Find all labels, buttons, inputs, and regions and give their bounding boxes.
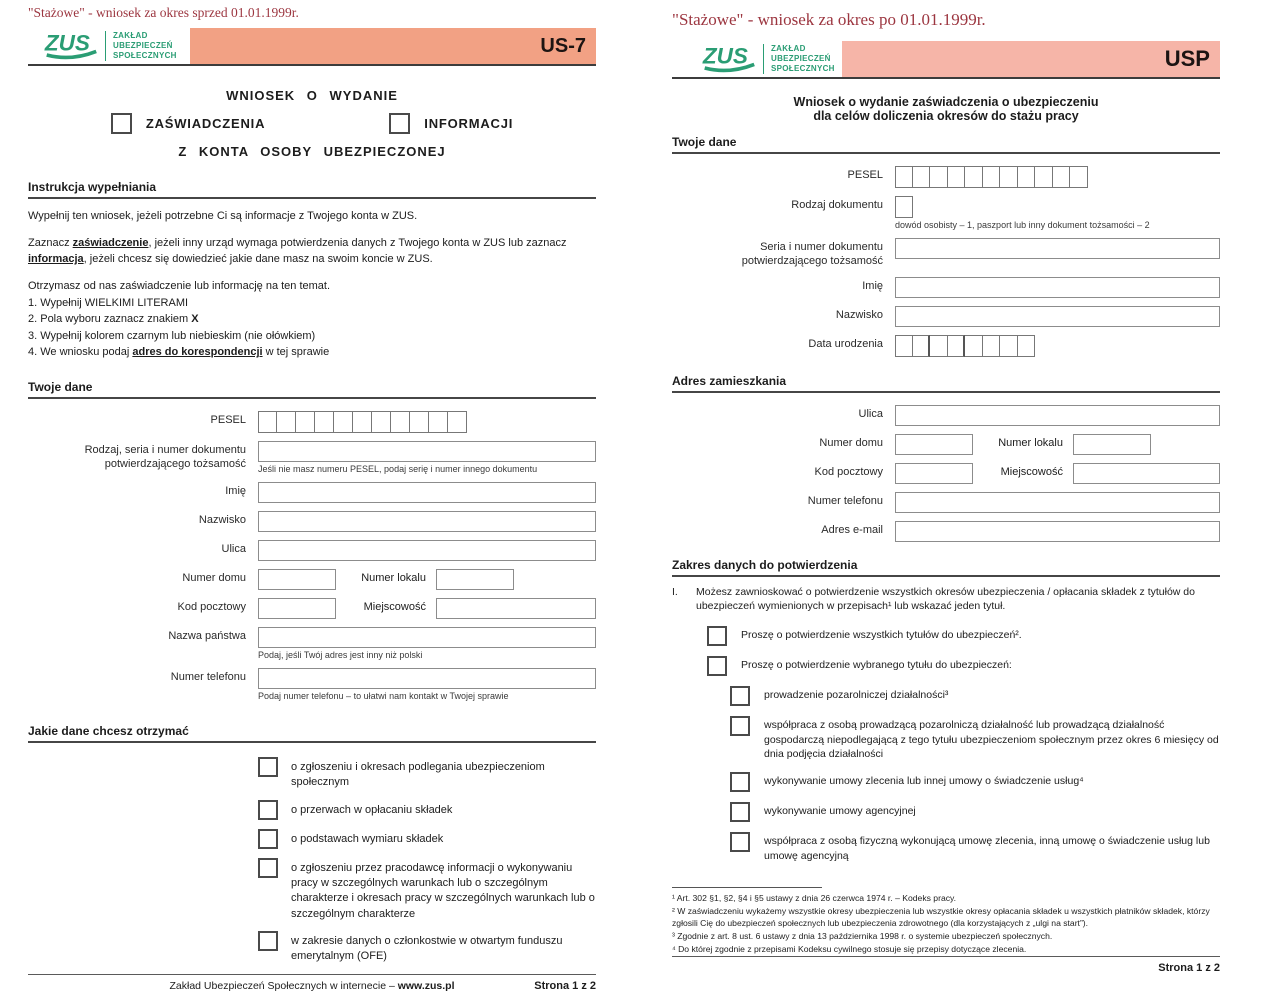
- p2-part: Zaznacz: [28, 236, 73, 249]
- us7-form-page: [28, 0, 596, 992]
- apt-label: Numer lokalu: [998, 436, 1063, 449]
- instructions-list: [28, 295, 596, 361]
- birth-date-row: [672, 335, 1220, 357]
- house-apt-row: [28, 569, 596, 590]
- street-row: [672, 405, 1220, 426]
- sub-option-row: [730, 686, 1220, 706]
- country-hint: Podaj, jeśli Twój adres jest inny niż polski: [258, 649, 423, 660]
- footnote-3: ³ Zgodnie z art. 8 ust. 6 ustawy z dnia 13 października 1998 r. o systemie ubezpieczeń społecznych.: [672, 931, 1053, 942]
- address-rows: [672, 405, 1220, 550]
- pesel-cell[interactable]: [1000, 166, 1018, 188]
- confirmation-options: [672, 626, 1220, 873]
- scope-option-row: [258, 757, 596, 791]
- house-number-input[interactable]: [895, 434, 973, 455]
- usp-code-bar: [842, 41, 1220, 77]
- sub-option-label: współpraca z osobą fizyczną wykonującą umowę zlecenia, inną umowę o świadczenie usług lub umowę agencyjną: [764, 834, 1210, 862]
- pesel-cell[interactable]: [1070, 166, 1088, 188]
- footnote-4: ⁴ Do której zgodnie z przepisami Kodeksu cywilnego stosuje się przepisy dotyczące zlecenia.: [672, 944, 1027, 955]
- footer-text: Zakład Ubezpieczeń Społecznych w internecie –: [169, 979, 398, 992]
- usp-title-line2: dla celów doliczenia okresów do stażu pracy: [813, 109, 1079, 123]
- logo-org-name: [113, 31, 177, 61]
- scope-option-checkbox[interactable]: [258, 800, 278, 820]
- document-label: [672, 238, 895, 269]
- left-annotation: "Stażowe" - wniosek za okres sprzed 01.01.1999r.: [28, 5, 299, 20]
- phone-input[interactable]: [895, 492, 1220, 513]
- your-data-rows: [28, 411, 596, 709]
- apt-number-input[interactable]: [1073, 434, 1151, 455]
- phone-row: [28, 668, 596, 701]
- pesel-cell[interactable]: [334, 411, 353, 433]
- postal-city-row: [672, 463, 1220, 484]
- last-name-label: Nazwisko: [835, 308, 883, 321]
- pesel-cell[interactable]: [448, 411, 467, 433]
- city-input[interactable]: [1073, 463, 1220, 484]
- logo-org-line: ZAKŁAD: [771, 44, 806, 53]
- doc-type-row: [672, 196, 1220, 230]
- logo-org-line: SPOŁECZNYCH: [771, 64, 835, 73]
- usp-title-line1: Wniosek o wydanie zaświadczenia o ubezpieczeniu: [793, 95, 1099, 109]
- first-name-label: Imię: [862, 279, 883, 292]
- city-label: Miejscowość: [363, 600, 426, 613]
- pesel-cell[interactable]: [258, 411, 277, 433]
- first-name-label: Imię: [225, 484, 246, 497]
- pesel-cell[interactable]: [410, 411, 429, 433]
- house-label: Numer domu: [182, 571, 246, 584]
- item2-x-mark: X: [191, 313, 199, 326]
- svg-text:ZUS: ZUS: [44, 30, 90, 56]
- scope-option-row: [258, 829, 596, 849]
- sub-option-checkbox[interactable]: [730, 832, 750, 852]
- your-data-rows: [672, 166, 1220, 365]
- item4-text: w tej sprawie: [262, 346, 330, 359]
- pesel-cell[interactable]: [1035, 166, 1053, 188]
- zus-logo-icon: [44, 28, 98, 64]
- pesel-cell[interactable]: [315, 411, 334, 433]
- postal-label: Kod pocztowy: [814, 465, 883, 478]
- pesel-cell[interactable]: [391, 411, 410, 433]
- confirm-selected-checkbox[interactable]: [707, 656, 727, 676]
- birth-date-cell[interactable]: [913, 335, 931, 357]
- item4-text: 4. We wniosku podaj: [28, 346, 133, 359]
- phone-label: Numer telefonu: [807, 494, 883, 507]
- birth-date-cell[interactable]: [1000, 335, 1018, 357]
- instructions-p1: Wypełnij ten wniosek, jeżeli potrzebne Ci są informacje z Twojego konta w ZUS.: [28, 210, 418, 222]
- birth-date-cell[interactable]: [895, 335, 913, 357]
- form-code-usp: USP: [1164, 46, 1210, 71]
- sub-option-label: współpraca z osobą prowadzącą pozarolniczą działalność lub prowadzącą działalność gospodarczą niepodlegającą z tego tytułu ubezpieczeniom społecznym przez okres 6 miesięcy od dnia podjęcia działalności: [764, 718, 1219, 761]
- city-input[interactable]: [436, 598, 596, 619]
- instructions-heading: Instrukcja wypełniania: [28, 180, 596, 199]
- logo-org-line: UBEZPIECZEŃ: [113, 41, 173, 50]
- logo-divider: [105, 31, 106, 61]
- scope-option-checkbox[interactable]: [258, 829, 278, 849]
- birth-date-cell[interactable]: [930, 335, 948, 357]
- birth-date-label: Data urodzenia: [808, 337, 883, 350]
- footnote-separator: [672, 887, 822, 888]
- apt-label: Numer lokalu: [361, 571, 426, 584]
- confirmation-scope-intro: [672, 585, 1220, 614]
- phone-input[interactable]: [258, 668, 596, 689]
- item4-address-emphasis: adres do korespondencji: [132, 346, 263, 359]
- svg-text:ZUS: ZUS: [702, 43, 748, 69]
- pesel-cell[interactable]: [277, 411, 296, 433]
- sub-option-label: wykonywanie umowy zlecenia lub innej umowy o świadczenie usług⁴: [764, 774, 1084, 787]
- p2-part: , jeżeli chcesz się dowiedzieć jakie dane masz na swoim koncie w ZUS.: [83, 252, 433, 265]
- us7-title-line1: WNIOSEK O WYDANIE: [226, 88, 398, 103]
- usp-footer: [672, 956, 1220, 975]
- sub-option-checkbox[interactable]: [730, 802, 750, 822]
- country-label: Nazwa państwa: [168, 629, 246, 642]
- confirm-all-checkbox[interactable]: [707, 626, 727, 646]
- logo-divider: [763, 44, 764, 74]
- pesel-cell[interactable]: [983, 166, 1001, 188]
- first-name-input[interactable]: [258, 482, 596, 503]
- informacja-checkbox[interactable]: [389, 113, 410, 134]
- postal-label: Kod pocztowy: [177, 600, 246, 613]
- right-annotation: "Stażowe" - wniosek za okres po 01.01.1999r.: [672, 10, 986, 29]
- sub-option-checkbox[interactable]: [730, 716, 750, 736]
- instruction-item-2: [28, 311, 596, 328]
- email-input[interactable]: [895, 521, 1220, 542]
- scope-option-checkbox[interactable]: [258, 858, 278, 878]
- street-row: [28, 540, 596, 561]
- document-hint: Jeśli nie masz numeru PESEL, podaj serię i numer innego dokumentu: [258, 463, 538, 474]
- postal-city-row: [28, 598, 596, 619]
- scope-option-label: o zgłoszeniu przez pracodawcę informacji o wykonywaniu pracy w szczególnych warunkach lub o szczególnym charakterze i okresach pracy w szczególnych warunkach lub o szczególnym charakterze: [291, 861, 595, 920]
- scope-option-checkbox[interactable]: [258, 757, 278, 777]
- your-data-heading: Twoje dane: [28, 380, 596, 399]
- house-apt-row: [672, 434, 1220, 455]
- pesel-label: PESEL: [847, 169, 883, 181]
- apt-number-input[interactable]: [436, 569, 514, 590]
- pesel-cell[interactable]: [895, 166, 913, 188]
- p2-zaswiadczenie-emphasis: zaświadczenie: [72, 236, 149, 249]
- email-row: [672, 521, 1220, 542]
- scope-option-checkbox[interactable]: [258, 931, 278, 951]
- data-scope-options: [28, 757, 596, 974]
- street-input[interactable]: [258, 540, 596, 561]
- document-input[interactable]: [895, 238, 1220, 259]
- house-number-input[interactable]: [258, 569, 336, 590]
- pesel-cell[interactable]: [913, 166, 931, 188]
- pesel-cell[interactable]: [429, 411, 448, 433]
- street-label: Ulica: [858, 407, 883, 420]
- pesel-label: PESEL: [210, 413, 246, 426]
- footer-zus-link-line: [28, 980, 596, 992]
- zus-logo: [672, 41, 842, 77]
- doc-type-cell[interactable]: [895, 196, 913, 218]
- birth-date-cell[interactable]: [948, 335, 966, 357]
- confirm-selected-label: Proszę o potwierdzenie wybranego tytułu do ubezpieczeń:: [741, 658, 1012, 671]
- first-name-row: [28, 482, 596, 503]
- scope-option-label: w zakresie danych o członkostwie w otwartym funduszu emerytalnym (OFE): [291, 935, 563, 963]
- pesel-cell[interactable]: [930, 166, 948, 188]
- phone-hint: Podaj numer telefonu – to ułatwi nam kontakt w Twojej sprawie: [258, 690, 509, 701]
- pesel-row: [28, 411, 596, 433]
- city-label: Miejscowość: [1000, 465, 1063, 478]
- pesel-boxes: [895, 166, 1220, 188]
- p2-part: , jeżeli inny urząd wymaga potwierdzenia danych z Twojego konta w ZUS lub zaznacz: [148, 236, 567, 249]
- phone-label: Numer telefonu: [170, 670, 246, 683]
- footnote-1: ¹ Art. 302 §1, §2, §4 i §5 ustawy z dnia 26 czerwca 1974 r. – Kodeks pracy.: [672, 893, 957, 904]
- confirm-all-row: [707, 626, 1220, 646]
- intro-text: Możesz zawnioskować o potwierdzenie wszystkich okresów ubezpieczenia / opłacania składek z tytułów do ubezpieczeń wymienionych w przepisach¹ lub wskazać jeden tytuł.: [696, 585, 1195, 613]
- pesel-cell[interactable]: [1018, 166, 1036, 188]
- document-label-line1: Rodzaj, seria i numer dokumentu: [84, 443, 246, 456]
- birth-date-cell[interactable]: [965, 335, 983, 357]
- street-label: Ulica: [221, 542, 246, 555]
- form-code-us7: US-7: [540, 34, 586, 57]
- country-row: [28, 627, 596, 660]
- last-name-input[interactable]: [895, 306, 1220, 327]
- page-number: Strona 1 z 2: [1158, 962, 1220, 975]
- instructions-p3: Otrzymasz od nas zaświadczenie lub informację na ten temat.: [28, 279, 331, 292]
- house-label: Numer domu: [819, 436, 883, 449]
- document-label: [28, 441, 258, 472]
- sub-option-label: wykonywanie umowy agencyjnej: [764, 804, 916, 817]
- sub-option-row: [730, 772, 1220, 792]
- p2-informacja-emphasis: informacja: [28, 252, 84, 265]
- zus-website-link[interactable]: www.zus.pl: [397, 979, 455, 992]
- scope-option-row: [258, 800, 596, 820]
- us7-title-line3: Z KONTA OSOBY UBEZPIECZONEJ: [178, 144, 446, 159]
- us7-form-header: [28, 28, 596, 66]
- pesel-cell[interactable]: [948, 166, 966, 188]
- usp-form-page: [672, 0, 1220, 975]
- street-input[interactable]: [895, 405, 1220, 426]
- sub-option-label: prowadzenie pozarolniczej działalności³: [764, 688, 949, 701]
- instruction-item-3: 3. Wypełnij kolorem czarnym lub niebieskim (nie ołówkiem): [28, 329, 316, 342]
- doc-type-hint: dowód osobisty – 1, paszport lub inny dokument tożsamości – 2: [895, 220, 1150, 230]
- pesel-cell[interactable]: [1053, 166, 1071, 188]
- item2-text: 2. Pola wyboru zaznacz znakiem: [28, 313, 192, 326]
- instruction-item-1: 1. Wypełnij WIELKIMI LITERAMI: [28, 296, 189, 309]
- last-name-label: Nazwisko: [198, 513, 246, 526]
- sub-option-row: [730, 832, 1220, 863]
- document-row: [28, 441, 596, 474]
- document-row: [672, 238, 1220, 269]
- document-label-line1: Seria i numer dokumentu: [760, 241, 883, 253]
- your-data-heading: Twoje dane: [672, 135, 1220, 154]
- footnotes: [672, 887, 1220, 956]
- document-input[interactable]: [258, 441, 596, 462]
- pesel-row: [672, 166, 1220, 188]
- scope-option-label: o zgłoszeniu i okresach podlegania ubezpieczeniom społecznym: [291, 760, 545, 789]
- data-scope-heading: Jakie dane chcesz otrzymać: [28, 724, 596, 743]
- document-label-line2: potwierdzającego tożsamość: [104, 457, 246, 470]
- pesel-cell[interactable]: [965, 166, 983, 188]
- sub-option-checkbox[interactable]: [730, 686, 750, 706]
- birth-date-boxes: [895, 335, 1220, 357]
- logo-org-name: [771, 44, 835, 74]
- confirm-selected-row: [707, 656, 1220, 676]
- first-name-input[interactable]: [895, 277, 1220, 298]
- scope-option-row: [258, 858, 596, 923]
- postal-code-input[interactable]: [258, 598, 336, 619]
- us7-footer: [28, 974, 596, 992]
- usp-form-header: [672, 41, 1220, 79]
- country-input[interactable]: [258, 627, 596, 648]
- informacja-label: INFORMACJI: [424, 116, 514, 131]
- zaswiadczenie-checkbox[interactable]: [111, 113, 132, 134]
- logo-org-line: SPOŁECZNYCH: [113, 51, 177, 60]
- pesel-boxes: [258, 411, 596, 433]
- us7-code-bar: [190, 28, 596, 64]
- zus-logo-icon: [702, 41, 756, 77]
- confirm-all-label: Proszę o potwierdzenie wszystkich tytułów do ubezpieczeń².: [741, 628, 1022, 641]
- scope-option-label: o przerwach w opłacaniu składek: [291, 803, 453, 816]
- logo-org-line: UBEZPIECZEŃ: [771, 54, 831, 63]
- zaswiadczenie-label: ZAŚWIADCZENIA: [145, 116, 266, 131]
- pesel-cell[interactable]: [353, 411, 372, 433]
- footnote-2: ² W zaświadczeniu wykażemy wszystkie okresy ubezpieczenia lub wszystkie okresy opłacania składek u wszystkich płatników składek, którzy zgłosili Cię do ubezpieczeń społecznych lub ubezpieczenia zdrowotnego (dla korzystających z „ulgi na start”).: [672, 906, 1210, 929]
- scope-option-row: [258, 931, 596, 965]
- us7-request-type-row: [28, 113, 596, 134]
- first-name-row: [672, 277, 1220, 298]
- last-name-row: [28, 511, 596, 532]
- sub-option-checkbox[interactable]: [730, 772, 750, 792]
- email-label: Adres e-mail: [821, 523, 883, 536]
- sub-option-row: [730, 716, 1220, 762]
- birth-date-cell[interactable]: [1018, 335, 1036, 357]
- instructions-p2: [28, 236, 596, 268]
- logo-org-line: ZAKŁAD: [113, 31, 148, 40]
- scope-option-label: o podstawach wymiaru składek: [291, 832, 444, 845]
- document-label-line2: potwierdzającego tożsamość: [741, 254, 883, 267]
- doc-type-label: Rodzaj dokumentu: [791, 199, 883, 211]
- last-name-row: [672, 306, 1220, 327]
- instruction-item-4: [28, 344, 596, 361]
- confirmation-scope-heading: Zakres danych do potwierdzenia: [672, 558, 1220, 577]
- phone-row: [672, 492, 1220, 513]
- birth-date-cell[interactable]: [983, 335, 1001, 357]
- postal-code-input[interactable]: [895, 463, 973, 484]
- sub-option-row: [730, 802, 1220, 822]
- pesel-cell[interactable]: [372, 411, 391, 433]
- pesel-cell[interactable]: [296, 411, 315, 433]
- page-number: Strona 1 z 2: [534, 979, 596, 992]
- last-name-input[interactable]: [258, 511, 596, 532]
- intro-marker: I.: [672, 585, 678, 598]
- zus-logo: [28, 28, 190, 64]
- address-heading: Adres zamieszkania: [672, 374, 1220, 393]
